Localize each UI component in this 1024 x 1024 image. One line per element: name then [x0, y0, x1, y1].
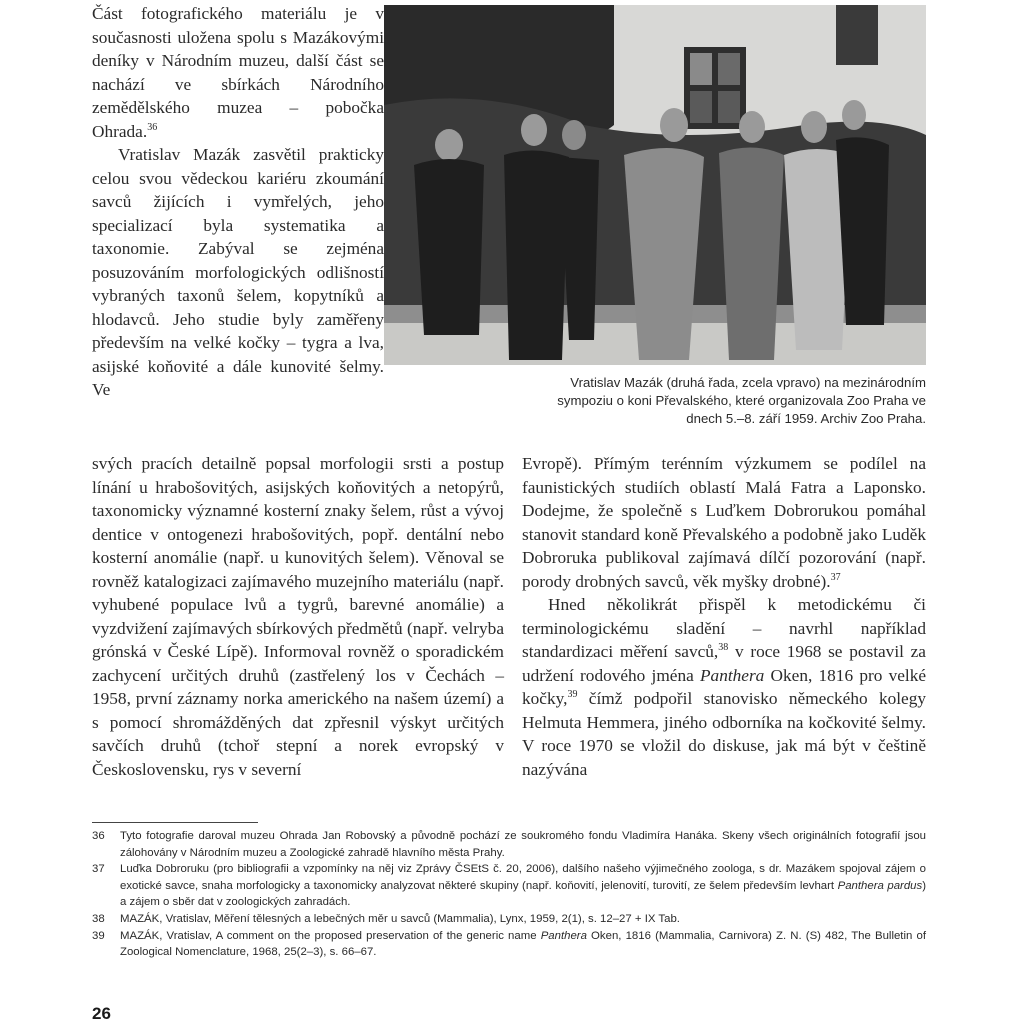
- footnote-number: 37: [92, 863, 105, 876]
- photo-image: [384, 5, 926, 365]
- right-column: [522, 452, 926, 781]
- page-number: 26: [92, 1004, 111, 1023]
- footnote-number: 39: [92, 929, 105, 942]
- footnote-39: [92, 928, 926, 961]
- footnote-text: Tyto fotografie daroval muzeu Ohrada Jan Robovský a původně pochází ze soukromého fondu Vladimíra Hanáka. Skeny všech originálních fotografií jsou zálohovány v Národním muzeu a Zoologické zahradě hlavního města Prahy.: [120, 830, 926, 859]
- left-column-bottom: [92, 452, 504, 781]
- paragraph: Část fotografického materiálu je v současnosti uložena spolu s Mazákovými deníky v Národním muzeu, další část se nachází ve sbírkách Národního zemědělského muzea – pobočka Ohrada.$^{36}$: [92, 4, 384, 141]
- footnote-37: [92, 861, 926, 911]
- paragraph: Evropě). Přímým terénním výzkumem se podílel na faunistických studiích oblastí Malá Fatra a Laponsko. Dodejme, že společně s Luďkem Dobrorukou pomáhal stanovit standard koně Převalského a podobně jako Luděk Dobroruka publikoval zajímavá dílčí pozorování (např. porody drobných savců, věk myšky drobné).$^{37}$: [522, 454, 926, 591]
- footnote-ref[interactable]: 39: [567, 689, 578, 701]
- footnote-separator: [92, 822, 258, 823]
- paragraph: Hned několikrát přispěl k metodickému či terminologickému sladění – navrhl například standardizaci měření savců,$^{38}$ v roce 1968 se postavil za udržení rodového jména Panthera Oken, 1816 pro velké kočky,$^{39}$ čímž podpořil stanovisko německého kolegy Helmuta Hemmera, jiného odborníka na kočkovité šelmy. V roce 1970 se vložil do diskuse, jak má být v češtině nazývána: [522, 595, 926, 779]
- paragraph: Vratislav Mazák zasvětil prakticky celou svou vědeckou kariéru zkoumání savců žijících i vymřelých, jeho specializací byla systematika a taxonomie. Zabýval se zejména posuzováním morfologických odlišností vybraných taxonů šelem, kopytníků a hlodavců. Jeho studie byly zaměřeny především na velké kočky – tygra a lva, asijské koňovité a dále kunovité šelmy. Ve: [92, 145, 384, 399]
- photo-caption: Vratislav Mazák (druhá řada, zcela vpravo) na mezinárodním sympoziu o koni Převalského, které organizovala Zoo Praha ve dnech 5.–8. září 1959. Archiv Zoo Praha.: [557, 375, 926, 426]
- footnote-text: MAZÁK, Vratislav, A comment on the proposed preservation of the generic name Panthera Oken, 1816 (Mammalia, Carnivora) Z. N. (S) 482, The Bulletin of Zoological Nomenclature, 1968, 25(2–3), s. 66–67.: [120, 929, 926, 959]
- left-column-top: [92, 2, 384, 402]
- footnote-ref[interactable]: 38: [718, 642, 729, 654]
- taxon-name: Panthera: [700, 665, 765, 685]
- group-photo: [384, 5, 926, 365]
- footnote-36: [92, 828, 926, 861]
- footnote-ref[interactable]: 36: [147, 121, 158, 133]
- footnote-text: Luďka Dobroruku (pro bibliografii a vzpomínky na něj viz Zprávy ČSEtS č. 20, 2006), dalšího našeho výjimečného zoologa, s dr. Mazákem spojoval zájem o exotické savce, snaha morfologicky a taxonomicky analyzovat některé skupiny (např. koňovití, jelenovití, turovití, ze šelem především levhart Panthera pardus) a zájem o sběr dat v zoologických zahradách.: [120, 863, 926, 909]
- footnotes: [92, 828, 926, 961]
- paragraph: svých pracích detailně popsal morfologii srsti a postup línání u hrabošovitých, asijských koňovitých a netopýrů, taxonomicky významné kosterní znaky šelem, růst a vývoj dentice v ontogenezi hrabošovitých, popř. dentální nebo kosterní anomálie (např. u kunovitých šelem). Věnoval se rovněž katalogizaci zajímavého muzejního materiálu (např. vyhubené populace lvů a tygrů, barevné anomálie) a vyzdvižení zajímavých sbírkových předmětů (např. velryba grónská v České Lípě). Informoval rovněž o sporadickém zachycení určitých druhů (zastřelený los v Čechách – 1958, první záznamy norka amerického na našem území) a s pomocí shromážděných dat zpřesnil výskyt určitých savčích druhů (tchoř stepní a norek evropský v Československu, rys v severní: [92, 454, 504, 779]
- footnote-number: 36: [92, 830, 105, 842]
- footnote-text: MAZÁK, Vratislav, Měření tělesných a lebečných měr u savců (Mammalia), Lynx, 1959, 2(1), s. 12–27 + IX Tab.: [120, 912, 680, 925]
- footnote-ref[interactable]: 37: [830, 571, 841, 583]
- footnote-number: 38: [92, 912, 105, 925]
- footnote-38: [92, 911, 926, 928]
